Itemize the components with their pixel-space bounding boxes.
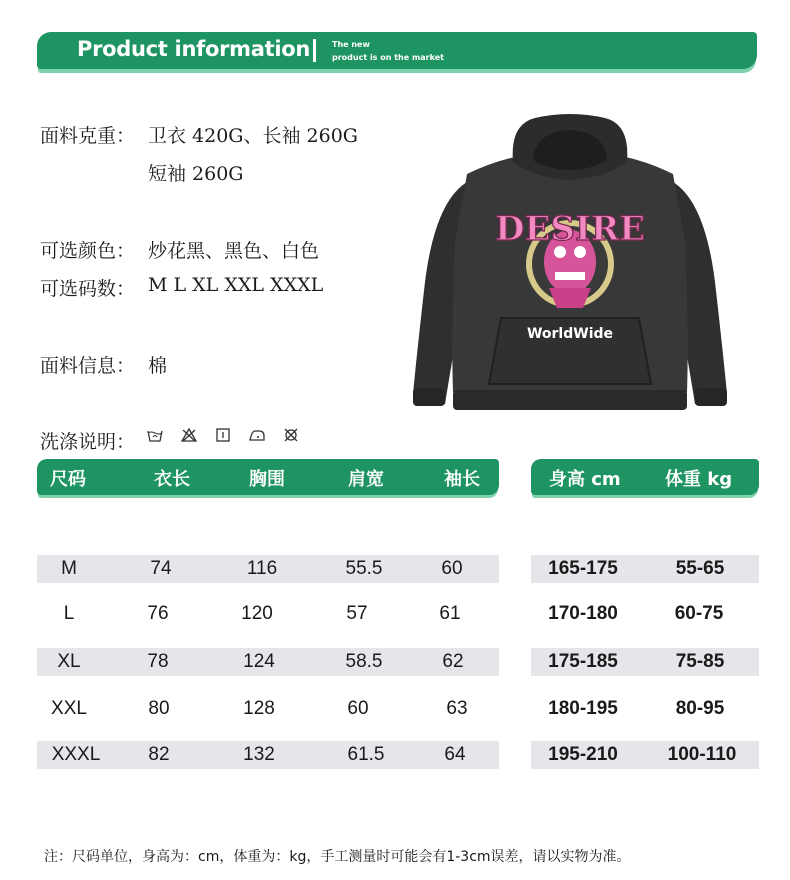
weight-cell: 80-95 xyxy=(675,698,725,719)
size-cell: XXL xyxy=(51,698,87,719)
sleeve-cell: 61 xyxy=(439,603,461,624)
shoulder-cell: 61.5 xyxy=(347,744,385,765)
chest-cell: 120 xyxy=(241,603,273,624)
shoulder-cell: 58.5 xyxy=(345,651,383,672)
sleeve-cell: 63 xyxy=(446,698,468,719)
fabric-label: 面料信息： xyxy=(40,355,136,377)
header-shoulder: 肩宽 xyxy=(348,469,384,490)
fabric-value: 棉 xyxy=(148,355,168,377)
size-label: 可选码数： xyxy=(40,278,136,300)
header-sleeve: 袖长 xyxy=(444,469,480,490)
banner-subtitle-line2: product is on the market xyxy=(332,53,444,62)
no-dry-clean-icon xyxy=(280,428,302,444)
size-cell: M xyxy=(61,558,77,579)
sleeve-cell: 60 xyxy=(441,558,463,579)
wash-label: 洗涤说明： xyxy=(40,431,136,453)
weight-cell: 60-75 xyxy=(674,603,724,624)
measurement-note: 注：尺码单位，身高为：cm，体重为：kg，手工测量时可能会有1-3cm误差，请以实物为准。 xyxy=(44,849,631,865)
banner-subtitle-line1: The new xyxy=(332,40,370,49)
height-cell: 175-185 xyxy=(548,651,618,672)
size-cell: L xyxy=(63,603,75,624)
size-cell: XXXL xyxy=(51,744,101,765)
header-size: 尺码 xyxy=(50,469,86,490)
no-bleach-icon xyxy=(178,428,200,444)
shoulder-cell: 60 xyxy=(347,698,369,719)
color-label: 可选颜色： xyxy=(40,240,136,262)
hoodie-print-title: DESIRE xyxy=(494,209,646,249)
fit-table-header xyxy=(531,459,759,495)
iron-low-icon xyxy=(246,428,268,444)
shoulder-cell: 57 xyxy=(346,603,368,624)
shoulder-cell: 55.5 xyxy=(345,558,383,579)
weight-line2: 短袖 260G xyxy=(148,163,244,185)
weight-line1: 卫衣 420G、长袖 260G xyxy=(148,125,358,147)
length-cell: 80 xyxy=(148,698,170,719)
header-height: 身高 cm xyxy=(549,469,621,490)
header-banner xyxy=(37,32,757,69)
chest-cell: 124 xyxy=(243,651,275,672)
sleeve-cell: 62 xyxy=(442,651,464,672)
header-chest: 胸围 xyxy=(249,469,285,490)
size-table-header xyxy=(37,459,499,495)
sleeve-cell: 64 xyxy=(444,744,466,765)
banner-divider xyxy=(313,39,316,62)
hoodie-print-subtitle: WorldWide xyxy=(526,326,614,342)
wash-icons xyxy=(144,428,302,444)
weight-cell: 55-65 xyxy=(675,558,725,579)
banner-title: Product information xyxy=(77,37,310,61)
height-cell: 170-180 xyxy=(548,603,618,624)
height-cell: 165-175 xyxy=(548,558,618,579)
height-cell: 180-195 xyxy=(548,698,618,719)
header-length: 衣长 xyxy=(154,469,190,490)
size-cell: XL xyxy=(57,651,81,672)
length-cell: 74 xyxy=(150,558,172,579)
chest-cell: 132 xyxy=(243,744,275,765)
weight-label: 面料克重： xyxy=(40,125,136,147)
tumble-dry-icon xyxy=(212,428,234,444)
weight-cell: 75-85 xyxy=(675,651,725,672)
length-cell: 76 xyxy=(147,603,169,624)
length-cell: 78 xyxy=(147,651,169,672)
hoodie-product-image xyxy=(405,112,735,412)
chest-cell: 128 xyxy=(243,698,275,719)
banner-subtitle xyxy=(332,38,444,64)
header-weight: 体重 kg xyxy=(665,469,733,490)
weight-cell: 100-110 xyxy=(667,744,737,765)
size-value: M L XL XXL XXXL xyxy=(148,274,324,296)
chest-cell: 116 xyxy=(246,558,278,579)
height-cell: 195-210 xyxy=(548,744,618,765)
hand-wash-icon xyxy=(144,428,166,444)
length-cell: 82 xyxy=(148,744,170,765)
color-value: 炒花黑、黑色、白色 xyxy=(148,240,320,262)
